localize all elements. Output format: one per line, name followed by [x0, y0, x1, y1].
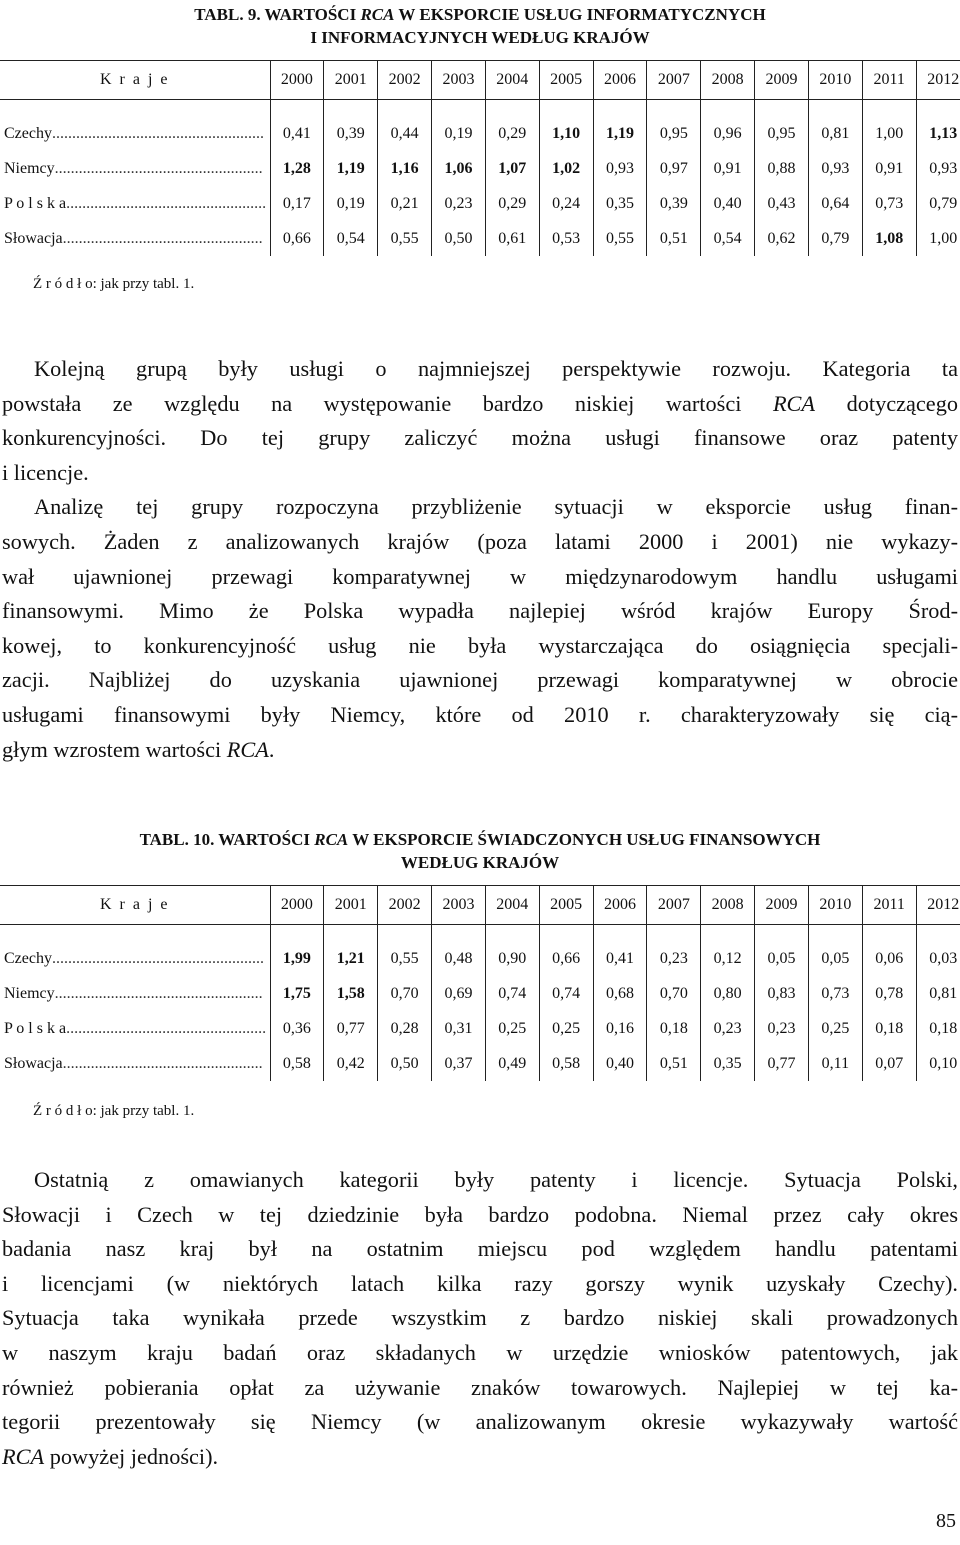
table10-title-suffix: W EKSPORCIE ŚWIADCZONYCH USŁUG FINANSOWYCH — [348, 830, 821, 849]
table9-title-line2: I INFORMACYJNYCH WEDŁUG KRAJÓW — [310, 28, 650, 47]
value-cell: 0,16 — [593, 1011, 647, 1046]
table9-year-header: 2006 — [593, 61, 647, 100]
value-cell: 0,06 — [862, 941, 916, 976]
text-line: Kolejną grupą były usługi o najmniejszej perspektywie rozwoju. Kategoria ta — [34, 356, 958, 381]
value-cell: 1,16 — [378, 151, 432, 186]
value-cell: 0,31 — [432, 1011, 486, 1046]
value-cell: 1,10 — [539, 116, 593, 151]
country-cell: Słowacja.................................................. — [4, 1054, 263, 1072]
leader-dots: .................................................. — [66, 1019, 267, 1037]
value-cell: 1,13 — [916, 116, 960, 151]
table9-title-prefix: TABL. 9. WARTOŚCI — [194, 5, 361, 24]
paragraph-2 — [2, 1163, 958, 1474]
value-cell: 0,42 — [324, 1046, 378, 1081]
value-cell: 0,23 — [647, 941, 701, 976]
value-cell: 1,00 — [862, 116, 916, 151]
table10-year-header: 2003 — [432, 886, 486, 925]
value-cell: 0,43 — [755, 186, 809, 221]
table10-source: Ź r ó d ł o: jak przy tabl. 1. — [33, 1103, 195, 1119]
text-line: badania nasz kraj był na ostatnim miejscu pod względem handlu patentami — [2, 1236, 958, 1262]
leader-dots: ..................................................... — [51, 124, 264, 142]
table10-year-header: 2001 — [324, 886, 378, 925]
text-line: zacji. Najbliżej do uzyskania ujawnionej przewagi komparatywnej w obrocie — [2, 667, 958, 693]
table10-country-header: K r a j e — [0, 886, 270, 925]
value-cell: 0,49 — [485, 1046, 539, 1081]
value-cell: 0,93 — [593, 151, 647, 186]
table10 — [0, 885, 960, 1081]
table-row — [0, 1011, 960, 1046]
text-line: głym wzrostem wartości RCA. — [2, 736, 275, 762]
value-cell: 0,66 — [539, 941, 593, 976]
text-line: również pobierania opłat za używanie znaków towarowych. Najlepiej w tej ka- — [2, 1374, 958, 1400]
value-cell: 0,48 — [432, 941, 486, 976]
table9-source: Ź r ó d ł o: jak przy tabl. 1. — [33, 276, 195, 292]
text-line: konkurencyjności. Do tej grupy zaliczyć można usługi finansowe oraz patenty — [2, 425, 958, 451]
value-cell: 0,54 — [324, 221, 378, 256]
value-cell: 0,93 — [916, 151, 960, 186]
text-line: w naszym kraju badań oraz składanych w urzędzie wniosków patentowych, jak — [2, 1339, 958, 1365]
value-cell: 0,07 — [862, 1046, 916, 1081]
table9-year-header: 2011 — [862, 61, 916, 100]
table-row — [0, 151, 960, 186]
value-cell: 0,12 — [701, 941, 755, 976]
value-cell: 0,61 — [485, 221, 539, 256]
value-cell: 0,41 — [270, 116, 324, 151]
value-cell: 0,50 — [432, 221, 486, 256]
value-cell: 0,97 — [647, 151, 701, 186]
table10-title — [0, 828, 960, 874]
rca-term: RCA — [226, 736, 269, 762]
value-cell: 0,19 — [432, 116, 486, 151]
table9-country-header: K r a j e — [0, 61, 270, 100]
value-cell: 1,02 — [539, 151, 593, 186]
value-cell: 0,91 — [701, 151, 755, 186]
table10-year-header: 2012 — [916, 886, 960, 925]
table9 — [0, 60, 960, 256]
table10-body — [0, 925, 960, 1082]
table-row — [0, 116, 960, 151]
value-cell: 0,05 — [755, 941, 809, 976]
table9-title-rca: RCA — [360, 5, 395, 24]
value-cell: 0,68 — [593, 976, 647, 1011]
value-cell: 0,78 — [862, 976, 916, 1011]
value-cell: 0,66 — [270, 221, 324, 256]
table9-year-header: 2008 — [701, 61, 755, 100]
table10-title-prefix: TABL. 10. WARTOŚCI — [139, 830, 315, 849]
table10-title-line2: WEDŁUG KRAJÓW — [400, 853, 560, 872]
value-cell: 0,44 — [378, 116, 432, 151]
value-cell: 0,79 — [916, 186, 960, 221]
value-cell: 1,58 — [324, 976, 378, 1011]
value-cell: 0,11 — [808, 1046, 862, 1081]
value-cell: 0,79 — [808, 221, 862, 256]
value-cell: 0,73 — [862, 186, 916, 221]
page-number: 85 — [936, 1510, 956, 1532]
value-cell: 0,70 — [378, 976, 432, 1011]
text-line: RCA powyżej jedności). — [2, 1443, 219, 1469]
table9-year-header: 2001 — [324, 61, 378, 100]
value-cell: 0,10 — [916, 1046, 960, 1081]
value-cell: 1,06 — [432, 151, 486, 186]
rca-term: RCA — [772, 390, 816, 416]
leader-dots: ..................................................... — [51, 949, 264, 967]
value-cell: 0,90 — [485, 941, 539, 976]
value-cell: 0,25 — [808, 1011, 862, 1046]
value-cell: 1,21 — [324, 941, 378, 976]
table10-year-header: 2005 — [539, 886, 593, 925]
text-line: finansowymi. Mimo że Polska wypadła najlepiej wśród krajów Europy Środ- — [2, 598, 958, 624]
value-cell: 0,58 — [270, 1046, 324, 1081]
table-row — [0, 221, 960, 256]
table9-year-header: 2012 — [916, 61, 960, 100]
value-cell: 0,37 — [432, 1046, 486, 1081]
country-cell: P o l s k a.................................................. — [4, 194, 267, 212]
value-cell: 0,93 — [808, 151, 862, 186]
value-cell: 0,39 — [324, 116, 378, 151]
value-cell: 0,62 — [755, 221, 809, 256]
value-cell: 0,73 — [808, 976, 862, 1011]
value-cell: 0,17 — [270, 186, 324, 221]
value-cell: 0,69 — [432, 976, 486, 1011]
value-cell: 0,35 — [701, 1046, 755, 1081]
value-cell: 1,75 — [270, 976, 324, 1011]
text-line: Analizę tej grupy rozpoczyna przybliżenie sytuacji w eksporcie usług finan- — [34, 494, 958, 520]
value-cell: 0,23 — [755, 1011, 809, 1046]
value-cell: 0,88 — [755, 151, 809, 186]
rca-term: RCA — [2, 1443, 45, 1469]
value-cell: 0,51 — [647, 1046, 701, 1081]
value-cell: 0,96 — [701, 116, 755, 151]
value-cell: 0,91 — [862, 151, 916, 186]
text-line: wał ujawnionej przewagi komparatywnej w międzynarodowym handlu usługami — [2, 563, 958, 589]
table9-year-header: 2004 — [485, 61, 539, 100]
paragraph-1 — [2, 352, 958, 767]
leader-dots: .................................................. — [62, 1054, 263, 1072]
value-cell: 0,74 — [485, 976, 539, 1011]
value-cell: 0,23 — [432, 186, 486, 221]
value-cell: 0,80 — [701, 976, 755, 1011]
value-cell: 0,50 — [378, 1046, 432, 1081]
table10-header-row — [0, 886, 960, 925]
table10-year-header: 2006 — [593, 886, 647, 925]
text-line: tegorii prezentowały się Niemcy (w analizowanym okresie wykazywały wartość — [2, 1409, 958, 1435]
value-cell: 0,25 — [539, 1011, 593, 1046]
table9-year-header: 2010 — [808, 61, 862, 100]
table9-title — [0, 3, 960, 49]
table9-header-row — [0, 61, 960, 100]
value-cell: 0,19 — [324, 186, 378, 221]
table10-title-rca: RCA — [314, 830, 349, 849]
value-cell: 1,07 — [485, 151, 539, 186]
table9-year-header: 2002 — [378, 61, 432, 100]
value-cell: 0,18 — [647, 1011, 701, 1046]
value-cell: 1,19 — [324, 151, 378, 186]
country-cell: Czechy..................................................... — [4, 124, 264, 142]
value-cell: 0,41 — [593, 941, 647, 976]
value-cell: 0,70 — [647, 976, 701, 1011]
leader-dots: .................................................... — [54, 159, 263, 177]
table9-body — [0, 100, 960, 257]
table9-title-suffix: W EKSPORCIE USŁUG INFORMATYCZNYCH — [394, 5, 766, 24]
table10-year-header: 2004 — [485, 886, 539, 925]
value-cell: 1,00 — [916, 221, 960, 256]
text-line: Słowacji i Czech w tej dziedzinie była bardzo podobna. Niemal przez cały okres — [2, 1201, 958, 1227]
value-cell: 0,81 — [808, 116, 862, 151]
country-cell: Słowacja.................................................. — [4, 229, 263, 247]
value-cell: 0,74 — [539, 976, 593, 1011]
value-cell: 0,18 — [916, 1011, 960, 1046]
value-cell: 0,64 — [808, 186, 862, 221]
value-cell: 0,95 — [755, 116, 809, 151]
leader-dots: .................................................. — [66, 194, 267, 212]
table10-year-header: 2009 — [755, 886, 809, 925]
text-line: kowej, to konkurencyjność usług nie była wystarczająca do osiągnięcia specjali- — [2, 632, 958, 658]
leader-dots: .................................................. — [62, 229, 263, 247]
table10-year-header: 2000 — [270, 886, 324, 925]
leader-dots: .................................................... — [54, 984, 263, 1002]
country-cell: Niemcy.................................................... — [4, 984, 263, 1002]
value-cell: 1,08 — [862, 221, 916, 256]
value-cell: 0,36 — [270, 1011, 324, 1046]
value-cell: 0,29 — [485, 116, 539, 151]
country-cell: Czechy..................................................... — [4, 949, 264, 967]
value-cell: 0,53 — [539, 221, 593, 256]
value-cell: 0,40 — [701, 186, 755, 221]
value-cell: 0,05 — [808, 941, 862, 976]
text-line: sowych. Żaden z analizowanych krajów (poza latami 2000 i 2001) nie wykazy- — [2, 528, 958, 554]
text-line: Sytuacja taka wynikała przede wszystkim z bardzo niskiej skali prowadzonych — [2, 1305, 958, 1331]
value-cell: 0,95 — [647, 116, 701, 151]
value-cell: 0,39 — [647, 186, 701, 221]
value-cell: 0,40 — [593, 1046, 647, 1081]
value-cell: 0,77 — [755, 1046, 809, 1081]
value-cell: 0,21 — [378, 186, 432, 221]
value-cell: 0,55 — [378, 221, 432, 256]
table10-year-header: 2008 — [701, 886, 755, 925]
table10-year-header: 2010 — [808, 886, 862, 925]
value-cell: 0,51 — [647, 221, 701, 256]
table-row — [0, 976, 960, 1011]
table10-year-header: 2002 — [378, 886, 432, 925]
value-cell: 0,55 — [378, 941, 432, 976]
value-cell: 0,23 — [701, 1011, 755, 1046]
table9-year-header: 2003 — [432, 61, 486, 100]
table9-year-header: 2005 — [539, 61, 593, 100]
value-cell: 0,55 — [593, 221, 647, 256]
value-cell: 0,18 — [862, 1011, 916, 1046]
value-cell: 1,99 — [270, 941, 324, 976]
text-line: i licencjami (w niektórych latach kilka razy gorszy wynik uzyskały Czechy). — [2, 1270, 958, 1296]
value-cell: 0,28 — [378, 1011, 432, 1046]
table-row — [0, 941, 960, 976]
value-cell: 0,54 — [701, 221, 755, 256]
text-line: i licencje. — [2, 459, 89, 485]
value-cell: 1,19 — [593, 116, 647, 151]
table9-year-header: 2007 — [647, 61, 701, 100]
table10-year-header: 2007 — [647, 886, 701, 925]
value-cell: 0,24 — [539, 186, 593, 221]
value-cell: 0,29 — [485, 186, 539, 221]
table-row — [0, 1046, 960, 1081]
value-cell: 0,25 — [485, 1011, 539, 1046]
value-cell: 1,28 — [270, 151, 324, 186]
text-line: usługami finansowymi były Niemcy, które od 2010 r. charakteryzowały się cią- — [2, 701, 958, 727]
value-cell: 0,81 — [916, 976, 960, 1011]
value-cell: 0,03 — [916, 941, 960, 976]
table10-year-header: 2011 — [862, 886, 916, 925]
value-cell: 0,83 — [755, 976, 809, 1011]
table-row — [0, 186, 960, 221]
value-cell: 0,58 — [539, 1046, 593, 1081]
value-cell: 0,35 — [593, 186, 647, 221]
country-cell: Niemcy.................................................... — [4, 159, 263, 177]
text-line: powstała ze względu na występowanie bardzo niskiej wartości RCA dotyczącego — [2, 390, 958, 416]
country-cell: P o l s k a.................................................. — [4, 1019, 267, 1037]
table9-year-header: 2000 — [270, 61, 324, 100]
text-line: Ostatnią z omawianych kategorii były patenty i licencje. Sytuacja Polski, — [34, 1167, 958, 1192]
value-cell: 0,77 — [324, 1011, 378, 1046]
table9-year-header: 2009 — [755, 61, 809, 100]
